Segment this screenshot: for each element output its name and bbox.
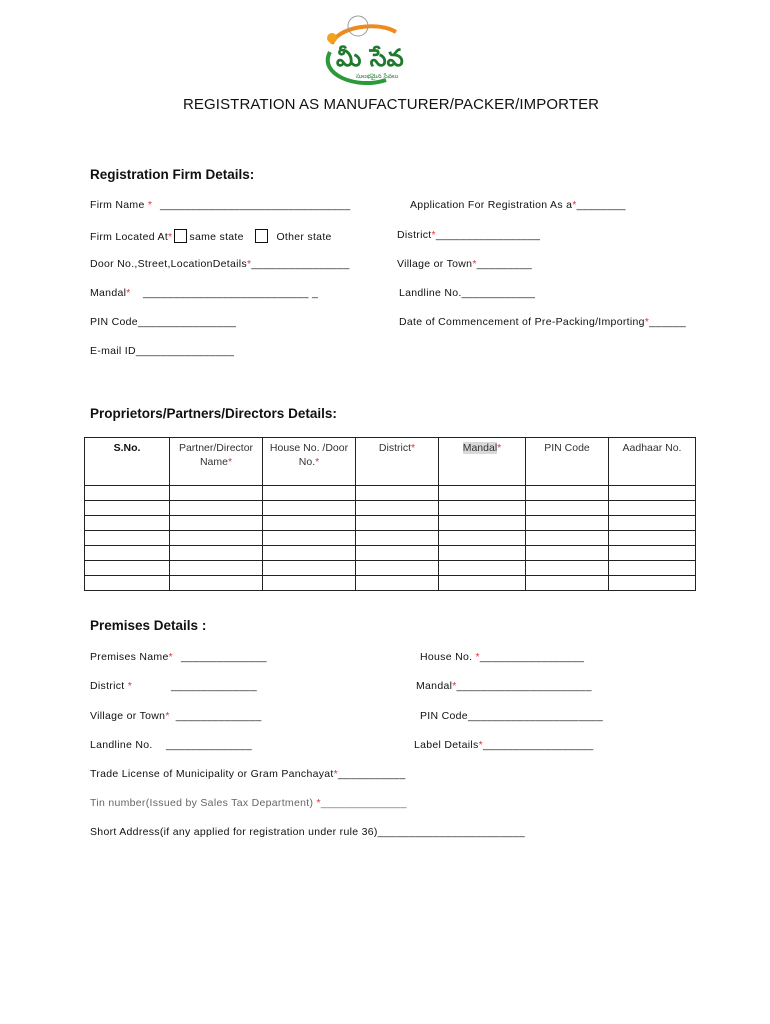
col-pin-code: PIN Code <box>526 438 609 486</box>
table-cell[interactable] <box>356 576 439 591</box>
mandal-blank[interactable]: ___________________________ _ <box>143 287 319 299</box>
village-field[interactable]: Village or Town*_________ <box>397 258 532 270</box>
pin-field[interactable]: PIN Code________________ <box>90 316 237 328</box>
col-aadhaar: Aadhaar No. <box>609 438 696 486</box>
table-cell[interactable] <box>263 516 356 531</box>
page-title: REGISTRATION AS MANUFACTURER/PACKER/IMPORTER <box>183 96 600 113</box>
table-cell[interactable] <box>609 576 696 591</box>
table-row <box>85 516 696 531</box>
email-field[interactable]: E-mail ID________________ <box>90 345 235 357</box>
table-cell[interactable] <box>439 516 526 531</box>
table-cell[interactable] <box>526 561 609 576</box>
table-cell[interactable] <box>356 561 439 576</box>
premises-pin-field[interactable]: PIN Code______________________ <box>420 710 604 722</box>
same-state-label: same state <box>189 231 244 243</box>
table-cell[interactable] <box>170 531 263 546</box>
table-cell[interactable] <box>609 561 696 576</box>
premises-district-blank[interactable]: ______________ <box>171 680 257 692</box>
table-cell[interactable] <box>170 546 263 561</box>
table-cell[interactable] <box>85 546 170 561</box>
table-cell[interactable] <box>170 576 263 591</box>
premises-name-field[interactable]: Premises Name* ______________ <box>90 651 267 663</box>
proprietors-table <box>84 437 696 591</box>
col-partner-name: Partner/Director Name* <box>170 438 263 486</box>
table-cell[interactable] <box>170 561 263 576</box>
table-cell[interactable] <box>609 501 696 516</box>
other-state-label: Other state <box>276 231 332 243</box>
logo-brand-text: మీ సేవ <box>336 44 404 72</box>
premises-village-field[interactable]: Village or Town* ______________ <box>90 710 262 722</box>
table-cell[interactable] <box>356 486 439 501</box>
firm-name-blank[interactable]: _______________________________ <box>160 199 351 211</box>
table-cell[interactable] <box>263 576 356 591</box>
other-state-checkbox[interactable] <box>255 229 268 243</box>
table-row <box>85 561 696 576</box>
firm-located-field: Firm Located At* same state Other state <box>90 231 332 243</box>
table-row <box>85 486 696 501</box>
table-cell[interactable] <box>356 501 439 516</box>
table-cell[interactable] <box>439 486 526 501</box>
table-cell[interactable] <box>526 501 609 516</box>
field-label: Firm Name <box>90 199 148 211</box>
table-cell[interactable] <box>439 561 526 576</box>
table-cell[interactable] <box>170 516 263 531</box>
table-row <box>85 576 696 591</box>
table-cell[interactable] <box>526 486 609 501</box>
premises-house-no-field[interactable]: House No. *_________________ <box>420 651 585 663</box>
table-cell[interactable] <box>85 531 170 546</box>
table-cell[interactable] <box>85 561 170 576</box>
table-cell[interactable] <box>439 531 526 546</box>
table-cell[interactable] <box>170 486 263 501</box>
required-mark: * <box>147 199 153 211</box>
col-mandal: Mandal* <box>439 438 526 486</box>
table-cell[interactable] <box>85 501 170 516</box>
firm-name-field[interactable] <box>90 199 152 211</box>
table-cell[interactable] <box>439 501 526 516</box>
table-cell[interactable] <box>526 516 609 531</box>
table-cell[interactable] <box>170 501 263 516</box>
table-cell[interactable] <box>609 516 696 531</box>
district-field[interactable]: District*_________________ <box>397 229 541 241</box>
table-cell[interactable] <box>609 546 696 561</box>
meeseva-logo <box>316 14 416 86</box>
col-house-no: House No. /Door No.* <box>263 438 356 486</box>
table-cell[interactable] <box>439 546 526 561</box>
table-cell[interactable] <box>609 531 696 546</box>
table-cell[interactable] <box>609 486 696 501</box>
table-row <box>85 531 696 546</box>
col-district: District* <box>356 438 439 486</box>
same-state-checkbox[interactable] <box>174 229 187 243</box>
premises-landline-blank[interactable]: ______________ <box>166 739 252 751</box>
table-cell[interactable] <box>263 531 356 546</box>
table-row <box>85 501 696 516</box>
table-cell[interactable] <box>526 576 609 591</box>
table-cell[interactable] <box>263 501 356 516</box>
table-cell[interactable] <box>526 546 609 561</box>
table-cell[interactable] <box>263 546 356 561</box>
label-details-field[interactable]: Label Details*__________________ <box>414 739 594 751</box>
col-sno: S.No. <box>85 438 170 486</box>
premises-section-heading: Premises Details : <box>90 618 207 633</box>
table-cell[interactable] <box>439 576 526 591</box>
firm-section-heading: Registration Firm Details: <box>90 167 255 182</box>
premises-district-field[interactable]: District * <box>90 680 133 692</box>
trade-license-field[interactable]: Trade License of Municipality or Gram Panchayat*___________ <box>90 768 406 780</box>
table-cell[interactable] <box>356 546 439 561</box>
table-cell[interactable] <box>356 516 439 531</box>
table-header-row <box>85 438 696 486</box>
tin-number-field[interactable]: Tin number(Issued by Sales Tax Department) *______________ <box>90 797 407 809</box>
date-commencement-field[interactable]: Date of Commencement of Pre-Packing/Importing*______ <box>399 316 687 328</box>
short-address-field[interactable]: Short Address(if any applied for registration under rule 36)________________________ <box>90 826 526 838</box>
table-cell[interactable] <box>85 576 170 591</box>
table-row <box>85 546 696 561</box>
table-cell[interactable] <box>356 531 439 546</box>
table-cell[interactable] <box>263 561 356 576</box>
logo-tagline: సులభమైన సేవలు <box>356 73 399 80</box>
application-for-field[interactable]: Application For Registration As a*________ <box>410 199 626 211</box>
table-cell[interactable] <box>263 486 356 501</box>
premises-mandal-field[interactable]: Mandal*______________________ <box>416 680 592 692</box>
table-cell[interactable] <box>85 516 170 531</box>
landline-field[interactable]: Landline No.____________ <box>399 287 536 299</box>
premises-landline-field[interactable]: Landline No. <box>90 739 153 751</box>
mandal-field[interactable]: Mandal* <box>90 287 131 299</box>
table-cell[interactable] <box>526 531 609 546</box>
proprietors-section-heading: Proprietors/Partners/Directors Details: <box>90 406 337 421</box>
door-no-field[interactable]: Door No.,Street,LocationDetails*________________ <box>90 258 350 270</box>
table-cell[interactable] <box>85 486 170 501</box>
